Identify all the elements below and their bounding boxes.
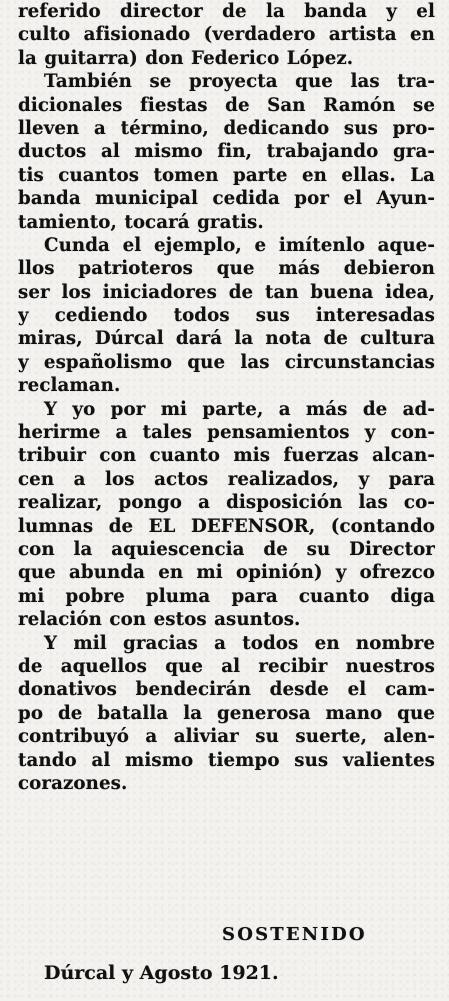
article-line: miras, Dúrcal dará la nota de cultura <box>18 328 435 350</box>
article-line: tis cuantos tomen parte en ellas. La <box>18 164 435 186</box>
article-line: lumnas de EL DEFENSOR, (contando <box>18 515 435 537</box>
article-line: tamiento, tocará gratis. <box>18 211 264 233</box>
article-line: realizar, pongo a disposición las co- <box>18 492 435 514</box>
article-line: cen a los actos realizados, y para <box>18 468 435 490</box>
article-line: ductos al mismo fin, trabajando gra- <box>18 141 435 163</box>
article-line: Y mil gracias a todos en nombre <box>44 632 435 654</box>
article-line: También se proyecta que las tra- <box>44 71 435 93</box>
article-line: con la aquiescencia de su Director <box>18 538 435 560</box>
article-line: Cunda el ejemplo, e imítenlo aque- <box>44 234 435 256</box>
article-line: llos patrioteros que más debieron <box>18 258 435 280</box>
article-line: mi pobre pluma para cuanto diga <box>18 585 435 607</box>
article-line: Y yo por mi parte, a más de ad- <box>44 398 435 420</box>
article-line: y cediendo todos sus interesadas <box>18 305 435 327</box>
article-line: banda municipal cedida por el Ayun- <box>18 188 435 210</box>
article-line: la guitarra) don Federico López. <box>18 47 354 69</box>
author-signature: SOSTENIDO <box>222 924 367 945</box>
article-line: tribuir con cuanto mis fuerzas alcan- <box>18 445 435 467</box>
article-line: relación con estos asuntos. <box>18 609 301 631</box>
article-line: ser los iniciadores de tan buena idea, <box>18 281 435 303</box>
article-line: donativos bendecirán desde el cam- <box>18 679 435 701</box>
article-line: dicionales fiestas de San Ramón se <box>18 94 435 116</box>
article-line: po de batalla la generosa mano que <box>18 702 435 724</box>
article-line: tando al mismo tiempo sus valientes <box>18 749 435 771</box>
article-line: reclaman. <box>18 375 121 397</box>
article-line: de aquellos que al recibir nuestros <box>18 655 435 677</box>
article-line: referido director de la banda y el <box>18 1 435 22</box>
article-line: lleven a término, dedicando sus pro- <box>18 117 435 139</box>
dateline: Dúrcal y Agosto 1921. <box>44 962 279 984</box>
article-line: culto afisionado (verdadero artista en <box>18 24 435 46</box>
article-line: corazones. <box>18 772 128 794</box>
article-column <box>18 0 435 795</box>
article-line: contribuyó a aliviar su suerte, alen- <box>18 726 435 748</box>
article-line: herirme a tales pensamientos y con- <box>18 422 435 444</box>
article-line: y españolismo que las circunstancias <box>18 351 435 373</box>
article-line: que abunda en mi opinión) y ofrezco <box>18 562 435 584</box>
